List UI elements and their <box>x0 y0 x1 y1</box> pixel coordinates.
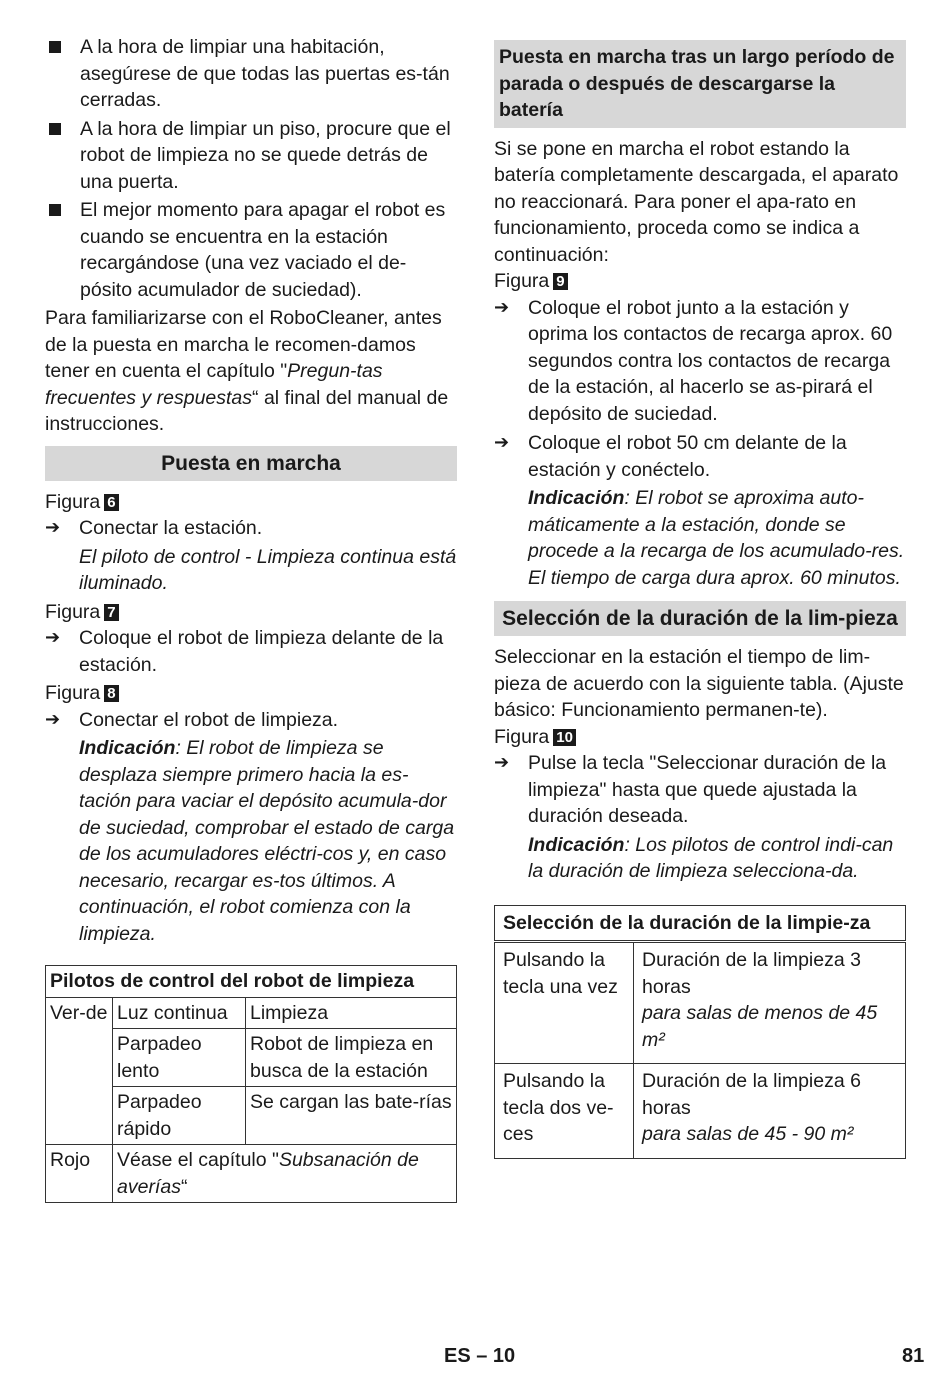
figure-number: 8 <box>104 685 118 702</box>
figure-number: 6 <box>104 494 118 511</box>
duration-table <box>494 905 906 1159</box>
figure-ref: Figura 9 <box>494 268 906 295</box>
arrow-right-icon: ➔ <box>45 517 61 538</box>
footer-lang: ES – 10 <box>444 1345 516 1367</box>
intro-paragraph: Para familiarizarse con el RoboCleaner, antes de la puesta en marcha le recomen-damos tener en cuenta el capítulo "Pregun-tas frecuentes y respuestas“ al final del manual de instrucciones. <box>45 307 449 435</box>
square-bullet-icon <box>49 123 61 135</box>
control-lights-table <box>45 965 457 1203</box>
section-heading: Puesta en marcha <box>45 446 457 481</box>
figure-number: 9 <box>553 273 567 290</box>
step-note: Indicación: Los pilotos de control indi-can la duración de limpieza selecciona-da. <box>528 833 894 882</box>
right-column <box>494 40 906 1159</box>
section-heading: Puesta en marcha tras un largo período de parada o después de descargarse la batería <box>494 40 906 128</box>
arrow-right-icon: ➔ <box>45 627 61 648</box>
step-note: Indicación: El robot de limpieza se desplaza siempre primero hacia la es-tación para vaciar el depósito acumula-dor de suciedad, comprobar el estado de carga de los acumuladores eléctri-cos y, en caso necesario, recargar es-tos últimos. A continuación, el robot comienza con la limpieza. <box>79 737 455 945</box>
bullet-item: A la hora de limpiar un piso, procure que el robot de limpieza no se quede detrás de una puerta. <box>45 116 457 196</box>
figure-ref: Figura 10 <box>494 724 906 751</box>
arrow-right-icon: ➔ <box>494 432 510 453</box>
bullet-item: A la hora de limpiar una habitación, asegúrese de que todas las puertas es-tán cerradas. <box>45 34 457 114</box>
figure-number: 7 <box>104 604 118 621</box>
square-bullet-icon <box>49 41 61 53</box>
bullet-item: El mejor momento para apagar el robot es cuando se encuentra en la estación recargándose (una vez vaciado el de-pósito acumulador de suciedad). <box>45 197 457 303</box>
table-row: Parpadeo lento Robot de limpieza en busca de la estación <box>46 1029 457 1087</box>
table-row: Parpadeo rápido Se cargan las bate-rías <box>46 1087 457 1145</box>
step-item: ➔ Coloque el robot junto a la estación y oprima los contactos de recarga aprox. 60 segundos contra los contactos de recarga de la estación, al hacerlo se as-pirará el depósito de suciedad. <box>494 296 893 425</box>
paragraph: Si se pone en marcha el robot estando la batería completamente descargada, el aparato no reaccionará. Para poner el apa-rato en funcionamiento, proceda como se indica a continuación: <box>494 137 899 266</box>
table-title: Selección de la duración de la limpie-za <box>495 905 906 942</box>
step-note: Indicación: El robot se aproxima auto-máticamente a la estación, donde se procede a la recarga de los acumulado-res. El tiempo de carga dura aprox. 60 minutos. <box>528 487 905 589</box>
square-bullet-icon <box>49 204 61 216</box>
step-item: ➔ Conectar la estación. <box>45 515 457 542</box>
figure-ref: Figura 8 <box>45 680 457 707</box>
arrow-right-icon: ➔ <box>494 752 510 773</box>
section-heading: Selección de la duración de la lim-pieza <box>494 601 906 636</box>
table-title: Pilotos de control del robot de limpieza <box>46 966 457 998</box>
table-row: Pulsando la tecla dos ve-ces Duración de la limpieza 6 horas para salas de 45 - 90 m² <box>495 1064 906 1159</box>
figure-ref: Figura 6 <box>45 489 457 516</box>
figure-ref: Figura 7 <box>45 599 457 626</box>
step-item: ➔ Coloque el robot 50 cm delante de la estación y conéctelo. <box>494 432 847 481</box>
paragraph: Seleccionar en la estación el tiempo de lim-pieza de acuerdo con la siguiente tabla. (Ajuste básico: Funcionamiento permanen-te). <box>494 646 904 721</box>
step-item: ➔ Coloque el robot de limpieza delante de la estación. <box>45 627 444 676</box>
table-row: Ver-de Luz continua Limpieza <box>46 997 457 1029</box>
page-number: 81 <box>902 1345 925 1367</box>
step-item: ➔ Conectar el robot de limpieza. <box>45 707 457 734</box>
table-row: Pulsando la tecla una vez Duración de la limpieza 3 horas para salas de menos de 45 m² <box>495 942 906 1064</box>
arrow-right-icon: ➔ <box>494 296 510 318</box>
arrow-right-icon: ➔ <box>45 708 61 730</box>
figure-number: 10 <box>553 729 576 746</box>
table-row: Rojo Véase el capítulo "Subsanación de averías“ <box>46 1145 457 1203</box>
step-item: ➔ Pulse la tecla "Seleccionar duración de la limpieza" hasta que quede ajustada la duración deseada. <box>494 752 887 827</box>
left-column <box>45 34 457 1203</box>
step-note: El piloto de control - Limpieza continua está iluminado. <box>79 545 457 594</box>
